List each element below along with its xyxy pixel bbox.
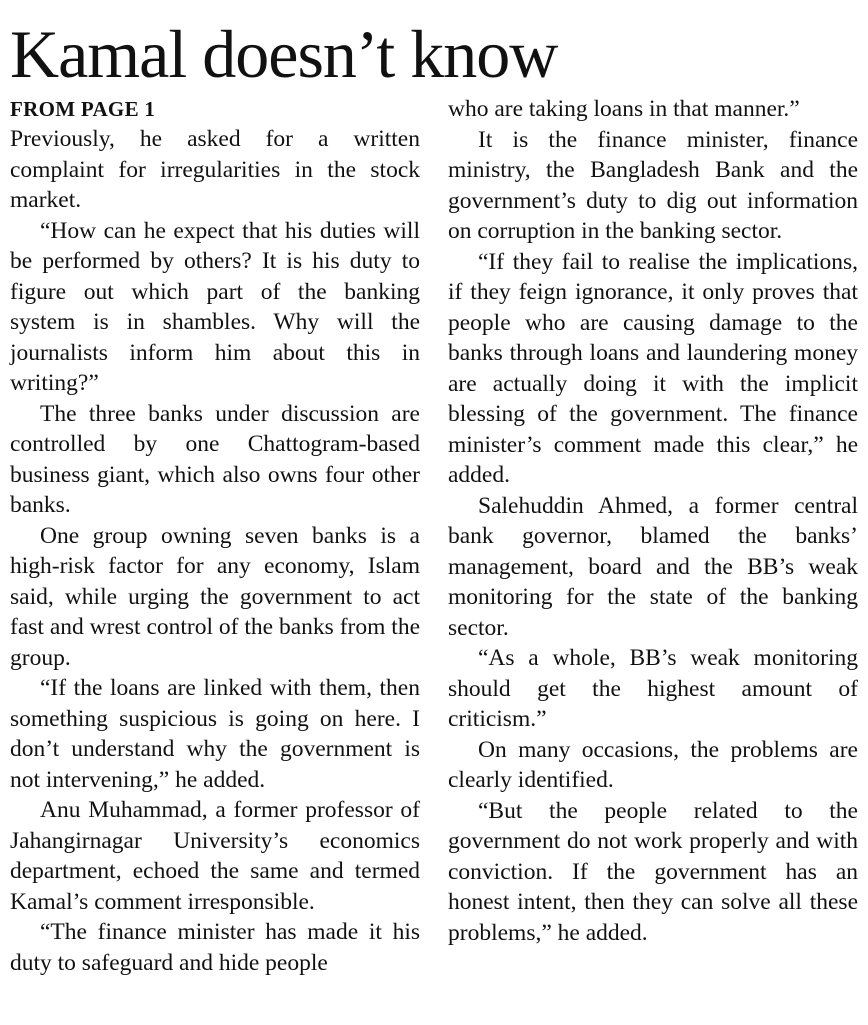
continuation-kicker: FROM PAGE 1 — [10, 97, 156, 121]
paragraph: “If they fail to realise the implications, if they feign ignorance, it only proves that people who are causing damage to the banks through loans and laundering money are actually doing it with the implicit blessing of the government. The finance minister’s comment made this clear,” he added. — [448, 248, 858, 488]
paragraph: Salehuddin Ahmed, a former central bank governor, blamed the banks’ management, board and the BB’s weak monitoring for the state of the banking sector. — [448, 492, 858, 641]
paragraph: “If the loans are linked with them, then something suspicious is going on here. I don’t understand why the government is not intervening,” he added. — [10, 675, 420, 793]
paragraph: It is the finance minister, finance ministry, the Bangladesh Bank and the government’s duty to dig out information on corruption in the banking sector. — [448, 126, 858, 244]
paragraph: One group owning seven banks is a high-risk factor for any economy, Islam said, while urging the government to act fast and wrest control of the banks from the group. — [10, 522, 420, 671]
headline: Kamal doesn’t know — [10, 16, 558, 92]
paragraph: “But the people related to the government do not work properly and with conviction. If the government has an honest intent, then they can solve all these problems,” he added. — [448, 797, 858, 946]
article-column-right — [448, 94, 858, 948]
paragraph: “The finance minister has made it his duty to safeguard and hide people — [10, 919, 420, 976]
article-column-left — [10, 94, 420, 978]
paragraph: “As a whole, BB’s weak monitoring should get the highest amount of criticism.” — [448, 645, 858, 732]
paragraph: “How can he expect that his duties will be performed by others? It is his duty to figure out which part of the banking system is in shambles. Why will the journalists inform him about this in writing?” — [10, 217, 420, 396]
paragraph: On many occasions, the problems are clearly identified. — [448, 736, 858, 793]
paragraph: Anu Muhammad, a former professor of Jahangirnagar University’s economics department, echoed the same and termed Kamal’s comment irresponsible. — [10, 797, 420, 915]
paragraph: The three banks under discussion are controlled by one Chattogram-based business giant, which also owns four other banks. — [10, 400, 420, 518]
paragraph: who are taking loans in that manner.” — [448, 96, 800, 122]
paragraph: Previously, he asked for a written complaint for irregularities in the stock market. — [10, 126, 420, 213]
